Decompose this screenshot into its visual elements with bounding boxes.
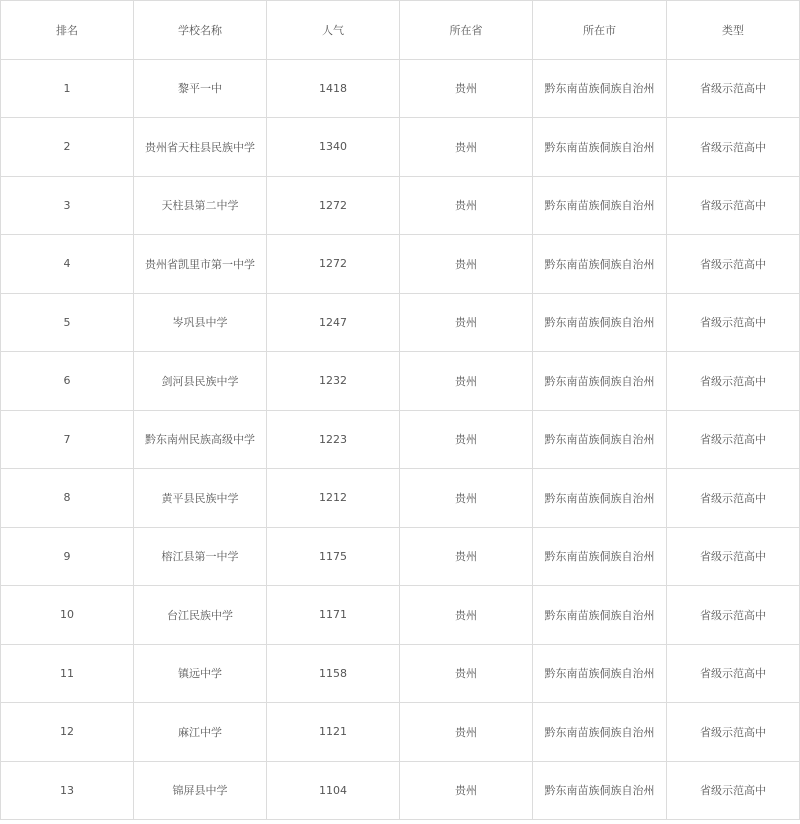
- school-name-cell: 剑河县民族中学: [134, 352, 267, 411]
- rank-cell: 1: [1, 59, 134, 118]
- popularity-cell: 1232: [267, 352, 400, 411]
- school-name-cell: 黔东南州民族高级中学: [134, 410, 267, 469]
- table-row: [1, 235, 800, 294]
- type-cell: 省级示范高中: [667, 293, 800, 352]
- city-cell: 黔东南苗族侗族自治州: [533, 410, 667, 469]
- header-popularity: 人气: [267, 1, 400, 60]
- type-cell: 省级示范高中: [667, 703, 800, 762]
- school-name-cell: 麻江中学: [134, 703, 267, 762]
- popularity-cell: 1121: [267, 703, 400, 762]
- city-cell: 黔东南苗族侗族自治州: [533, 118, 667, 177]
- table-row: [1, 59, 800, 118]
- table-row: [1, 410, 800, 469]
- school-name-cell: 岑巩县中学: [134, 293, 267, 352]
- rank-cell: 8: [1, 469, 134, 528]
- city-cell: 黔东南苗族侗族自治州: [533, 469, 667, 528]
- school-name-cell: 贵州省天柱县民族中学: [134, 118, 267, 177]
- province-cell: 贵州: [400, 410, 533, 469]
- table-row: [1, 469, 800, 528]
- table-row: [1, 118, 800, 177]
- city-cell: 黔东南苗族侗族自治州: [533, 176, 667, 235]
- rank-cell: 2: [1, 118, 134, 177]
- province-cell: 贵州: [400, 761, 533, 820]
- school-name-cell: 台江民族中学: [134, 586, 267, 645]
- popularity-cell: 1223: [267, 410, 400, 469]
- type-cell: 省级示范高中: [667, 469, 800, 528]
- table-row: [1, 293, 800, 352]
- table-header-row: [1, 1, 800, 60]
- city-cell: 黔东南苗族侗族自治州: [533, 352, 667, 411]
- school-name-cell: 榕江县第一中学: [134, 527, 267, 586]
- city-cell: 黔东南苗族侗族自治州: [533, 293, 667, 352]
- header-type: 类型: [667, 1, 800, 60]
- city-cell: 黔东南苗族侗族自治州: [533, 644, 667, 703]
- type-cell: 省级示范高中: [667, 352, 800, 411]
- rank-cell: 7: [1, 410, 134, 469]
- popularity-cell: 1175: [267, 527, 400, 586]
- table-row: [1, 352, 800, 411]
- rank-cell: 12: [1, 703, 134, 762]
- school-name-cell: 锦屏县中学: [134, 761, 267, 820]
- rank-cell: 11: [1, 644, 134, 703]
- header-province: 所在省: [400, 1, 533, 60]
- table-row: [1, 644, 800, 703]
- popularity-cell: 1272: [267, 235, 400, 294]
- header-city: 所在市: [533, 1, 667, 60]
- popularity-cell: 1104: [267, 761, 400, 820]
- school-name-cell: 黄平县民族中学: [134, 469, 267, 528]
- city-cell: 黔东南苗族侗族自治州: [533, 761, 667, 820]
- type-cell: 省级示范高中: [667, 118, 800, 177]
- province-cell: 贵州: [400, 118, 533, 177]
- popularity-cell: 1340: [267, 118, 400, 177]
- header-school-name: 学校名称: [134, 1, 267, 60]
- rank-cell: 3: [1, 176, 134, 235]
- type-cell: 省级示范高中: [667, 644, 800, 703]
- province-cell: 贵州: [400, 352, 533, 411]
- popularity-cell: 1212: [267, 469, 400, 528]
- rank-cell: 10: [1, 586, 134, 645]
- school-name-cell: 黎平一中: [134, 59, 267, 118]
- type-cell: 省级示范高中: [667, 410, 800, 469]
- type-cell: 省级示范高中: [667, 527, 800, 586]
- popularity-cell: 1171: [267, 586, 400, 645]
- type-cell: 省级示范高中: [667, 235, 800, 294]
- type-cell: 省级示范高中: [667, 176, 800, 235]
- province-cell: 贵州: [400, 527, 533, 586]
- school-name-cell: 贵州省凯里市第一中学: [134, 235, 267, 294]
- province-cell: 贵州: [400, 469, 533, 528]
- school-name-cell: 镇远中学: [134, 644, 267, 703]
- header-rank: 排名: [1, 1, 134, 60]
- province-cell: 贵州: [400, 235, 533, 294]
- type-cell: 省级示范高中: [667, 59, 800, 118]
- rank-cell: 9: [1, 527, 134, 586]
- popularity-cell: 1272: [267, 176, 400, 235]
- province-cell: 贵州: [400, 644, 533, 703]
- province-cell: 贵州: [400, 703, 533, 762]
- rank-cell: 5: [1, 293, 134, 352]
- rank-cell: 13: [1, 761, 134, 820]
- rank-cell: 6: [1, 352, 134, 411]
- table-row: [1, 176, 800, 235]
- table-body: [1, 59, 800, 820]
- city-cell: 黔东南苗族侗族自治州: [533, 235, 667, 294]
- city-cell: 黔东南苗族侗族自治州: [533, 586, 667, 645]
- province-cell: 贵州: [400, 586, 533, 645]
- province-cell: 贵州: [400, 59, 533, 118]
- popularity-cell: 1247: [267, 293, 400, 352]
- type-cell: 省级示范高中: [667, 761, 800, 820]
- table-row: [1, 586, 800, 645]
- city-cell: 黔东南苗族侗族自治州: [533, 59, 667, 118]
- city-cell: 黔东南苗族侗族自治州: [533, 527, 667, 586]
- province-cell: 贵州: [400, 176, 533, 235]
- popularity-cell: 1158: [267, 644, 400, 703]
- type-cell: 省级示范高中: [667, 586, 800, 645]
- table-row: [1, 703, 800, 762]
- school-name-cell: 天柱县第二中学: [134, 176, 267, 235]
- table-row: [1, 527, 800, 586]
- table-row: [1, 761, 800, 820]
- city-cell: 黔东南苗族侗族自治州: [533, 703, 667, 762]
- rank-cell: 4: [1, 235, 134, 294]
- popularity-cell: 1418: [267, 59, 400, 118]
- province-cell: 贵州: [400, 293, 533, 352]
